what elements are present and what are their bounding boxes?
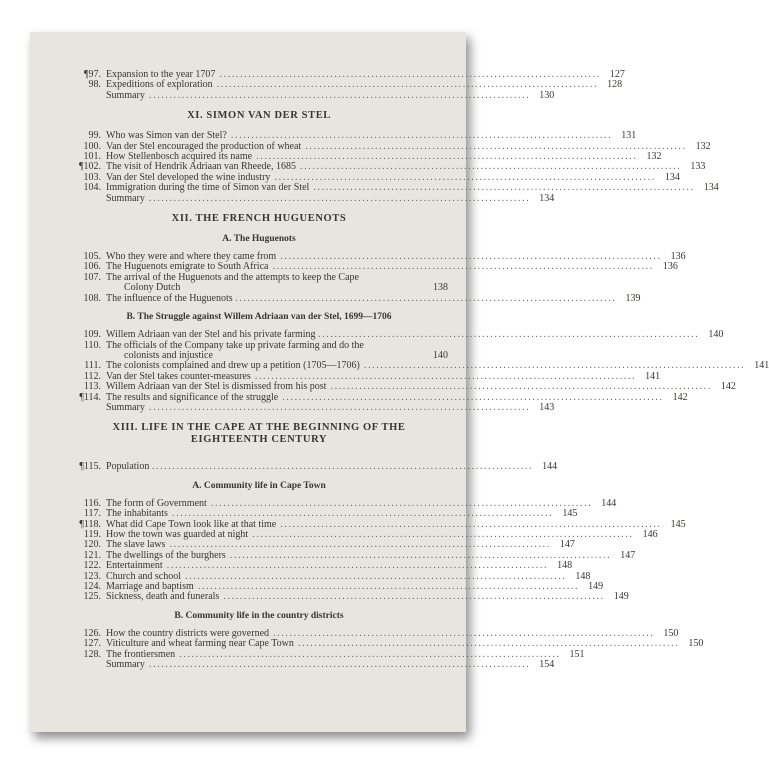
entry-title-line2: Colony Dutch <box>124 282 181 294</box>
entry-title: Van der Stel encouraged the production of wheat <box>106 140 302 152</box>
entry-number: 111. <box>84 360 101 372</box>
toc-entry: ¶118. What did Cape Town look like at that time ............................................................................................. 145 <box>70 520 448 530</box>
toc-entry: Summary ............................................................................................. 154 <box>106 659 555 671</box>
entry-number: 117. <box>83 508 101 520</box>
entry-number: 124. <box>83 581 101 592</box>
entry-number: 98. <box>88 79 101 91</box>
entry-title: The form of Government <box>106 497 207 509</box>
chapter-heading-xiii-line2: EIGHTEENTH CENTURY <box>190 434 328 446</box>
toc-entry: 103. Van der Stel developed the wine industry ............................................................................................. 134 <box>70 173 448 183</box>
entry-title: The colonists complained and drew up a petition (1705—1706) <box>106 360 360 372</box>
entry-page: 132 <box>646 151 662 163</box>
toc-group-intro <box>70 69 625 101</box>
table-of-contents <box>70 69 769 671</box>
entry-number: 104. <box>83 182 101 194</box>
entry-title: The visit of Hendrik Adriaan van Rheede, 1685 <box>106 161 296 173</box>
toc-entry: 111. The colonists complained and drew up a petition (1705—1706) ............................................................................................. 141 <box>70 361 448 371</box>
entry-number: 121. <box>83 549 101 561</box>
entry-number: ¶115. <box>79 461 101 473</box>
toc-entry: 105. Who they were and where they came from ............................................................................................. 136 <box>70 252 448 262</box>
toc-entry: 117. The inhabitants ............................................................................................. 145 <box>70 509 448 519</box>
entry-number: 99. <box>88 130 101 142</box>
toc-entry: 127. Viticulture and wheat farming near Cape Town ............................................................................................. 150 <box>70 639 448 649</box>
entry-page: 130 <box>539 89 555 101</box>
entry-number: 112. <box>83 370 101 382</box>
entry-title: Van der Stel developed the wine industry <box>106 171 271 183</box>
entry-page: 140 <box>708 329 724 341</box>
entry-page: 150 <box>663 627 679 639</box>
entry-number: 122. <box>83 560 101 572</box>
entry-title: Who they were and where they came from <box>106 251 277 263</box>
entry-number: ¶97. <box>83 69 101 80</box>
entry-number: ¶114. <box>79 391 101 403</box>
entry-title: The results and significance of the struggle <box>106 391 279 403</box>
toc-entry: 119. How the town was guarded at night ............................................................................................. 146 <box>70 530 448 540</box>
toc-entry: ¶97. Expansion to the year 1707 ............................................................................................. 127 <box>70 70 448 80</box>
entry-title: Marriage and baptism <box>106 581 194 592</box>
toc-entry: 101. How Stellenbosch acquired its name ............................................................................................. 132 <box>70 152 448 162</box>
entry-title: Summary <box>106 401 145 413</box>
toc-entry: 116. The form of Government ............................................................................................. 144 <box>70 499 448 509</box>
entry-title-line1: The officials of the Company take up private farming and do the <box>106 339 364 351</box>
toc-entry: ¶102. The visit of Hendrik Adriaan van Rheede, 1685 ............................................................................................. 133 <box>70 162 448 172</box>
toc-entry: 125. Sickness, death and funerals ............................................................................................. 149 <box>70 592 448 602</box>
section-heading-xii-a: A. The Huguenots <box>222 234 296 245</box>
entry-title: Who was Simon van der Stel? <box>106 130 227 142</box>
entry-page: 143 <box>539 401 555 413</box>
toc-entry: 121. The dwellings of the burghers ............................................................................................. 147 <box>70 551 448 561</box>
chapter-heading-xiii <box>70 422 448 446</box>
toc-entry: 124. Marriage and baptism ............................................................................................. 149 <box>70 582 448 592</box>
entry-page: 144 <box>601 497 617 509</box>
entry-number: 107. <box>83 271 101 283</box>
entry-number: 113. <box>83 381 101 393</box>
entry-number: 123. <box>83 570 101 582</box>
entry-number: 110. <box>83 339 101 351</box>
entry-title: Summary <box>106 659 145 671</box>
entry-title: The slave laws <box>106 539 166 551</box>
entry-page: 136 <box>662 261 678 273</box>
entry-page: 149 <box>588 581 604 592</box>
toc-entry: 98. Expeditions of exploration ............................................................................................. 128 <box>70 80 448 90</box>
entry-title: The dwellings of the burghers <box>106 549 226 561</box>
entry-number: 105. <box>83 251 101 263</box>
entry-title-line2: colonists and injustice <box>124 349 213 361</box>
entry-number: 109. <box>83 329 101 341</box>
toc-entry: Summary ............................................................................................. 134 <box>106 192 555 204</box>
entry-page: 134 <box>664 171 680 183</box>
entry-number: 116. <box>83 497 101 509</box>
toc-entry: 99. Who was Simon van der Stel? ............................................................................................. 131 <box>70 131 448 141</box>
toc-group-chapter-xii-b <box>70 360 769 413</box>
entry-page: 151 <box>569 648 585 660</box>
entry-page: 147 <box>620 549 636 561</box>
entry-page: 138 <box>433 282 448 294</box>
entry-title: Summary <box>106 192 145 204</box>
entry-page: 154 <box>539 659 555 671</box>
entry-title: Expansion to the year 1707 <box>106 69 216 80</box>
entry-title: The Huguenots emigrate to South Africa <box>106 261 269 273</box>
entry-title: Entertainment <box>106 560 163 572</box>
entry-page: 132 <box>695 140 711 152</box>
entry-number: 101. <box>83 151 101 163</box>
entry-title: How the country districts were governed <box>106 627 270 639</box>
toc-group-chapter-xiii-a <box>70 497 686 603</box>
toc-entry: 122. Entertainment ............................................................................................. 148 <box>70 561 448 571</box>
entry-title: Immigration during the time of Simon van der Stel <box>106 182 310 194</box>
entry-page: 140 <box>433 349 448 361</box>
section-heading-xii-b: B. The Struggle against Willem Adriaan van der Stel, 1699—1706 <box>126 312 392 323</box>
toc-group-chapter-xii-a <box>70 251 686 273</box>
entry-number: 100. <box>83 140 101 152</box>
chapter-heading-xi: XI. SIMON VAN DER STEL <box>187 110 331 122</box>
entry-title: Summary <box>106 89 145 101</box>
entry-title: Viticulture and wheat farming near Cape Town <box>106 638 294 650</box>
entry-number: ¶102. <box>78 161 101 173</box>
entry-number: 120. <box>83 539 101 551</box>
entry-title: The frontiersmen <box>106 648 176 660</box>
toc-entry: 123. Church and school ............................................................................................. 148 <box>70 572 448 582</box>
entry-title-line1: The arrival of the Huguenots and the attempts to keep the Cape <box>106 271 359 283</box>
entry-title: Population <box>106 461 150 473</box>
entry-page: 141 <box>645 370 661 382</box>
entry-title: Willem Adriaan van der Stel is dismissed from his post <box>106 381 327 393</box>
entry-title: Willem Adriaan van der Stel and his private farming <box>106 329 316 341</box>
entry-page: 131 <box>621 130 637 142</box>
entry-number: 119. <box>83 528 101 540</box>
toc-entry: Summary ............................................................................................. 143 <box>106 401 555 413</box>
entry-page: 147 <box>559 539 575 551</box>
entry-number: 127. <box>83 638 101 650</box>
entry-title: Van der Stel takes counter-measures <box>106 370 251 382</box>
section-heading-xiii-b: B. Community life in the country districts <box>174 610 344 621</box>
entry-page: 144 <box>542 461 558 473</box>
entry-number: ¶118. <box>79 518 101 530</box>
toc-entry: 113. Willem Adriaan van der Stel is dismissed from his post ............................................................................................. 142 <box>70 382 448 392</box>
entry-number: 126. <box>83 627 101 639</box>
toc-entry-109: 109. Willem Adriaan van der Stel and his private farming ............................................................................................. 140 <box>70 330 448 340</box>
entry-page: 139 <box>625 292 641 304</box>
toc-group-chapter-xi <box>70 130 719 204</box>
toc-entry: 120. The slave laws ............................................................................................. 147 <box>70 540 448 550</box>
toc-entry: 100. Van der Stel encouraged the production of wheat ............................................................................................. 132 <box>70 142 448 152</box>
entry-page: 148 <box>557 560 573 572</box>
entry-page: 149 <box>613 591 629 603</box>
section-heading-xiii-a: A. Community life in Cape Town <box>192 480 326 491</box>
entry-page: 150 <box>688 638 704 650</box>
toc-group-chapter-xiii-b <box>70 627 704 671</box>
toc-entry: 104. Immigration during the time of Simon van der Stel ............................................................................................. 134 <box>70 183 448 193</box>
toc-entry-115: ¶115. Population ............................................................................................. 144 <box>70 462 448 472</box>
entry-title: Sickness, death and funerals <box>106 591 220 603</box>
entry-number: 108. <box>83 292 101 304</box>
chapter-heading-xii: XII. THE FRENCH HUGUENOTS <box>171 213 347 225</box>
entry-page: 128 <box>607 79 623 91</box>
toc-entry: ¶114. The results and significance of the struggle ............................................................................................. 142 <box>70 393 448 403</box>
entry-page: 142 <box>672 391 688 403</box>
entry-page: 134 <box>703 182 719 194</box>
entry-page: 134 <box>539 192 555 204</box>
entry-page: 148 <box>575 570 591 582</box>
entry-title: The influence of the Huguenots <box>106 292 233 304</box>
toc-entry: 112. Van der Stel takes counter-measures ............................................................................................. 141 <box>70 372 448 382</box>
toc-entry: 126. How the country districts were governed ............................................................................................. 150 <box>70 629 448 639</box>
entry-page: 145 <box>562 508 578 520</box>
toc-entry: 106. The Huguenots emigrate to South Africa ............................................................................................. 136 <box>70 262 448 272</box>
entry-page: 127 <box>609 69 625 80</box>
entry-number: 106. <box>83 261 101 273</box>
toc-entry: Summary ............................................................................................. 130 <box>106 89 555 101</box>
entry-title: Expeditions of exploration <box>106 79 213 91</box>
entry-title: Church and school <box>106 570 181 582</box>
entry-page: 133 <box>690 161 706 173</box>
toc-entry-108: 108. The influence of the Huguenots ............................................................................................. 139 <box>70 294 448 304</box>
entry-number: 128. <box>83 648 101 660</box>
entry-page: 141 <box>754 360 769 372</box>
entry-page: 136 <box>670 251 686 263</box>
entry-title: The inhabitants <box>106 508 168 520</box>
chapter-heading-xiii-line1: XIII. LIFE IN THE CAPE AT THE BEGINNING OF THE <box>112 422 406 434</box>
entry-page: 145 <box>670 518 686 530</box>
document-page <box>30 32 769 732</box>
entry-number: 125. <box>83 591 101 603</box>
entry-title: How the town was guarded at night <box>106 528 249 540</box>
entry-page: 142 <box>720 381 736 393</box>
toc-entry: 128. The frontiersmen ............................................................................................. 151 <box>70 650 448 660</box>
entry-title: How Stellenbosch acquired its name <box>106 151 253 163</box>
entry-title: What did Cape Town look like at that time <box>106 518 277 530</box>
entry-number: 103. <box>83 171 101 183</box>
entry-page: 146 <box>642 528 658 540</box>
